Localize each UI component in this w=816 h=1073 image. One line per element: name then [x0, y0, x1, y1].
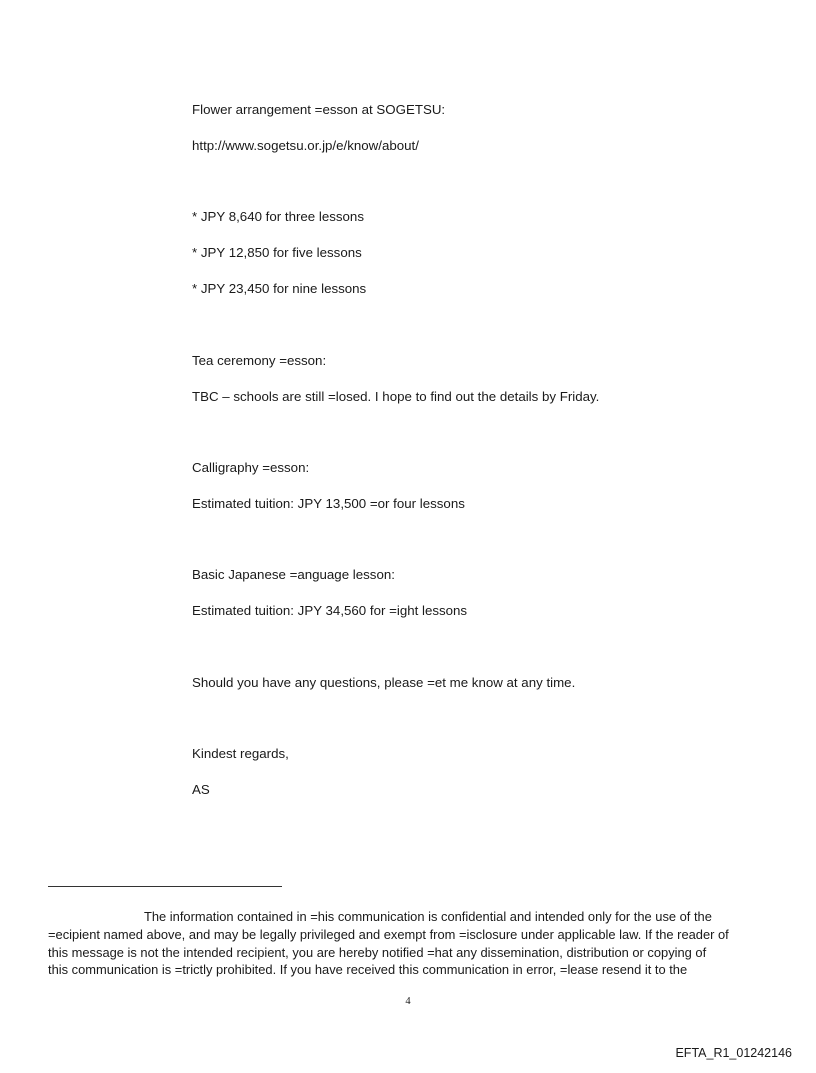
- footnote-line: this communication is =trictly prohibited. If you have received this communication in error, =lease resend it to the: [48, 962, 688, 978]
- regards-line: Kindest regards,: [192, 746, 289, 761]
- tea-heading: Tea ceremony =esson:: [192, 353, 327, 368]
- japanese-heading: Basic Japanese =anguage lesson:: [192, 567, 395, 582]
- list-item: * JPY 12,850 for five lessons: [192, 245, 362, 260]
- tea-detail: TBC – schools are still =losed. I hope to find out the details by Friday.: [192, 389, 600, 404]
- list-item: * JPY 23,450 for nine lessons: [192, 281, 367, 296]
- questions-line: Should you have any questions, please =et me know at any time.: [192, 675, 576, 690]
- list-item: * JPY 8,640 for three lessons: [192, 209, 364, 224]
- page-number: 4: [405, 996, 411, 1007]
- footnote-line: this message is not the intended recipient, you are hereby notified =hat any dissemination, distribution or copying of: [48, 944, 707, 960]
- footnote-line: The information contained in =his communication is confidential and intended only for the use of the: [144, 909, 712, 924]
- calligraphy-detail: Estimated tuition: JPY 13,500 =or four lessons: [192, 496, 465, 511]
- calligraphy-heading: Calligraphy =esson:: [192, 460, 310, 475]
- footnote-line: =ecipient named above, and may be legally privileged and exempt from =isclosure under applicable law. If the reader of: [48, 926, 729, 942]
- footnote-divider: [48, 886, 282, 887]
- document-id: EFTA_R1_01242146: [675, 1046, 792, 1060]
- signature: AS: [192, 782, 210, 797]
- flower-url[interactable]: http://www.sogetsu.or.jp/e/know/about/: [192, 138, 419, 153]
- footnote: [48, 908, 768, 979]
- japanese-detail: Estimated tuition: JPY 34,560 for =ight lessons: [192, 603, 468, 618]
- flower-heading: Flower arrangement =esson at SOGETSU:: [192, 102, 446, 117]
